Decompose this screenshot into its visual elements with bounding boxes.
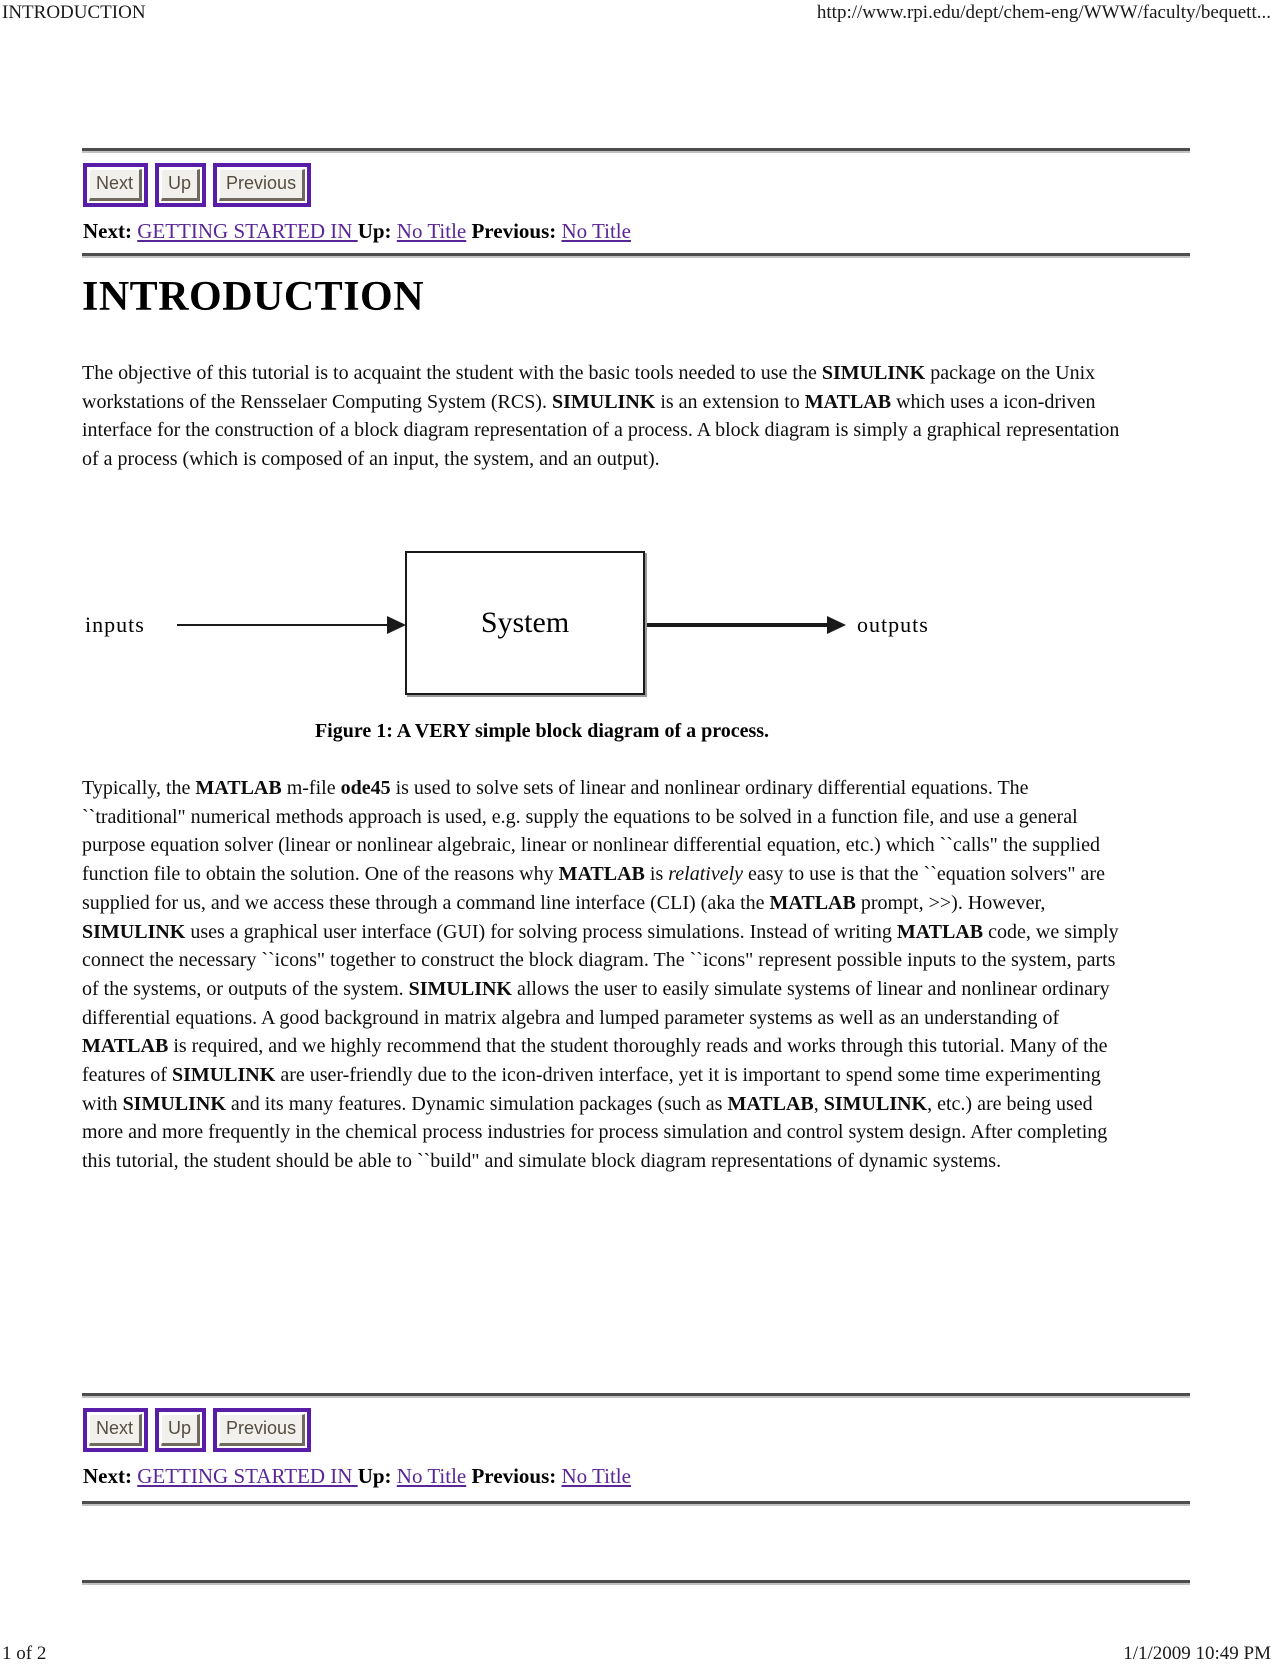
- horizontal-rule-page-end: [82, 1580, 1190, 1585]
- next-button-top[interactable]: [83, 163, 148, 207]
- input-arrow-line: [177, 624, 389, 626]
- horizontal-rule-under-nav: [82, 253, 1190, 258]
- next-button-label: Next: [89, 169, 142, 201]
- figure-inputs-label: inputs: [85, 612, 145, 637]
- next-link-bottom[interactable]: GETTING STARTED IN: [137, 1464, 358, 1488]
- input-arrowhead-icon: [387, 616, 406, 634]
- previous-button-top[interactable]: [213, 163, 311, 207]
- nav-links-bottom: [83, 1464, 631, 1489]
- nav-buttons-top: [83, 163, 311, 207]
- figure-caption: Figure 1: A VERY simple block diagram of a process.: [314, 720, 770, 742]
- previous-label: Previous:: [471, 1464, 557, 1488]
- next-link-top[interactable]: GETTING STARTED IN: [137, 219, 358, 243]
- up-label: Up:: [357, 219, 392, 243]
- nav-buttons-bottom: [83, 1408, 311, 1452]
- next-label: Next:: [83, 1464, 132, 1488]
- page-number: 1 of 2: [2, 1643, 47, 1664]
- system-box: [405, 551, 645, 695]
- up-button-label: Up: [161, 1414, 200, 1446]
- print-header-url: http://www.rpi.edu/dept/chem-eng/WWW/faculty/bequett...: [816, 2, 1271, 23]
- previous-link-bottom[interactable]: No Title: [561, 1464, 631, 1488]
- up-button-bottom[interactable]: [155, 1408, 206, 1452]
- system-box-label: System: [480, 606, 570, 639]
- figure-block-diagram: [82, 540, 1002, 755]
- next-button-bottom[interactable]: [83, 1408, 148, 1452]
- up-button-label: Up: [161, 169, 200, 201]
- figure-outputs-label: outputs: [857, 612, 929, 637]
- print-header: [2, 2, 1271, 24]
- main-paragraph: Typically, the MATLAB m-file ode45 is used to solve sets of linear and nonlinear ordinary differential equations. The ``traditional" numerical methods approach is used, e.g. supply the equations to be solved in a function file, and use a general purpose equation solver (linear or nonlinear algebraic, linear or nonlinear differential equation, etc.) which ``calls" the supplied function file to obtain the solution. One of the reasons why MATLAB is relatively easy to use is that the ``equation solvers" are supplied for us, and we access these through a command line interface (CLI) (aka the MATLAB prompt, >>). However, SIMULINK uses a graphical user interface (GUI) for solving process simulations. Instead of writing MATLAB code, we simply connect the necessary ``icons" together to construct the block diagram. The ``icons" represent possible inputs to the system, parts of the systems, or outputs of the system. SIMULINK allows the user to easily simulate systems of linear and nonlinear ordinary differential equations. A good background in matrix algebra and lumped parameter systems as well as an understanding of MATLAB is required, and we highly recommend that the student thoroughly reads and works through this tutorial. Many of the features of SIMULINK are user-friendly due to the icon-driven interface, yet it is important to spend some time experimenting with SIMULINK and its many features. Dynamic simulation packages (such as MATLAB, SIMULINK, etc.) are being used more and more frequently in the chemical process industries for process simulation and control system design. After completing this tutorial, the student should be able to ``build" and simulate block diagram representations of dynamic systems.: [82, 777, 1119, 1173]
- previous-button-label: Previous: [219, 169, 305, 201]
- previous-button-bottom[interactable]: [213, 1408, 311, 1452]
- next-label: Next:: [83, 219, 132, 243]
- output-arrowhead-icon: [827, 616, 846, 634]
- print-datetime: 1/1/2009 10:49 PM: [1123, 1643, 1271, 1664]
- up-label: Up:: [357, 1464, 392, 1488]
- intro-paragraph: The objective of this tutorial is to acquaint the student with the basic tools needed to use the SIMULINK package on the Unix workstations of the Rensselaer Computing System (RCS). SIMULINK is an extension to MATLAB which uses a icon-driven interface for the construction of a block diagram representation of a process. A block diagram is simply a graphical representation of a process (which is composed of an input, the system, and an output).: [82, 362, 1120, 471]
- up-link-bottom[interactable]: No Title: [396, 1464, 467, 1488]
- up-link-top[interactable]: No Title: [396, 219, 467, 243]
- nav-links-top: [83, 219, 631, 244]
- page-title: INTRODUCTION: [82, 274, 425, 320]
- print-footer: [2, 1643, 1271, 1665]
- previous-link-top[interactable]: No Title: [561, 219, 631, 243]
- previous-button-label: Previous: [219, 1414, 305, 1446]
- horizontal-rule-top: [82, 148, 1190, 153]
- up-button-top[interactable]: [155, 163, 206, 207]
- previous-label: Previous:: [471, 219, 557, 243]
- horizontal-rule-below-bottom-nav: [82, 1501, 1190, 1506]
- print-header-title: INTRODUCTION: [2, 2, 146, 23]
- output-arrow-line: [647, 623, 829, 627]
- horizontal-rule-above-bottom-nav: [82, 1393, 1190, 1398]
- next-button-label: Next: [89, 1414, 142, 1446]
